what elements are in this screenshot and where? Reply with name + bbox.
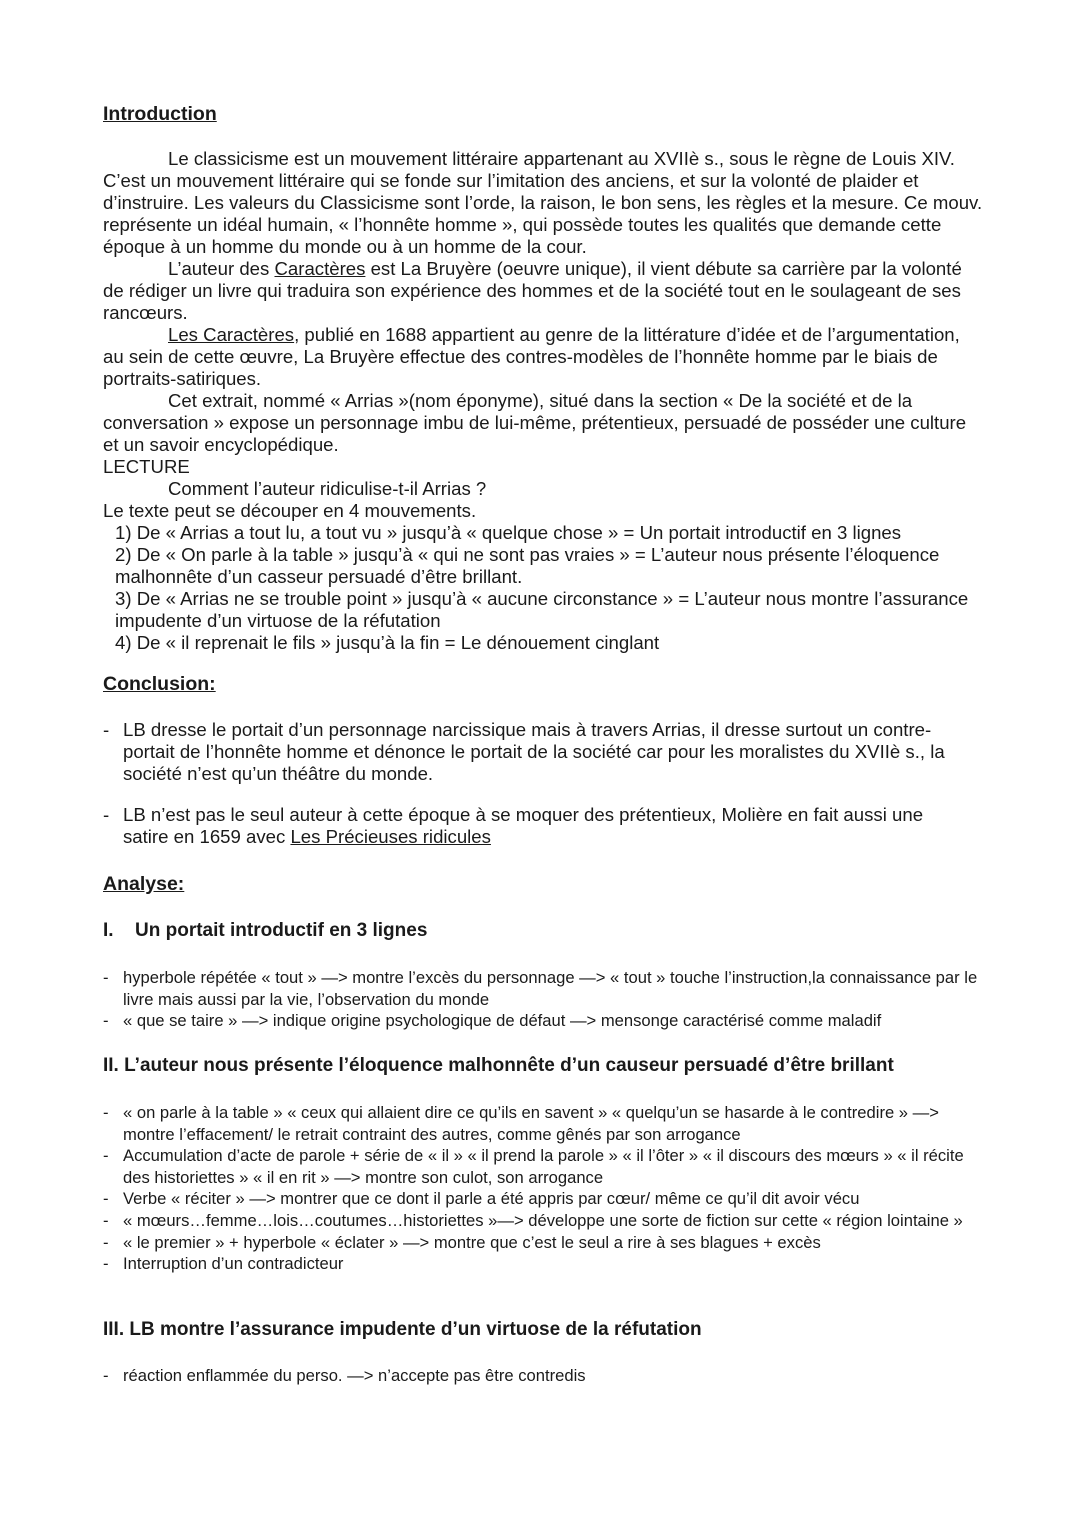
section-2-item: - « mœurs…femme…lois…coutumes…historiettes »—> développe une sorte de fiction sur cette « région lointaine »	[103, 1210, 983, 1232]
intro-paragraph-3	[103, 324, 983, 390]
section-2-item: - « on parle à la table » « ceux qui allaient dire ce qu’ils en savent » « quelqu’un se hasarde à le contredire » —> montre l’effacement/ le retrait contraint des autres, comme gênés par son arrogance	[103, 1102, 983, 1145]
section-2-item: - « le premier » + hyperbole « éclater » —> montre que c’est le seul a rire à ses blagues + excès	[103, 1232, 983, 1254]
conclusion-item-2	[103, 804, 973, 848]
intro-p3-text: , publié en 1688 appartient au genre de la littérature d’idée et de l’argumentation, au sein de cette œuvre, La Bruyère effectue des contres-modèles de l’honnête homme par le biais de portraits-satiriques.	[103, 324, 960, 389]
intro-paragraph-2	[103, 258, 983, 324]
book-title-caracteres: Caractères	[274, 258, 366, 279]
section-1-title-text: Un portait introductif en 3 lignes	[135, 920, 428, 941]
section-2-item: - Verbe « réciter » —> montrer que ce dont il parle a été appris par cœur/ même ce qu’il dit avoir vécu	[103, 1188, 983, 1210]
intro-p2-text-a: L’auteur des	[168, 258, 275, 279]
mouvement-2: 2) De « On parle à la table » jusqu’à « qui ne sont pas vraies » = L’auteur nous présente l’éloquence malhonnête d’un casseur persuadé d’être brillant.	[115, 544, 940, 587]
lecture-label: LECTURE	[103, 456, 190, 477]
section-2-item: - Interruption d’un contradicteur	[103, 1253, 983, 1275]
conclusion-item-2-text: LB n’est pas le seul auteur à cette époque à se moquer des prétentieux, Molière en fait aussi une satire en 1659 avec	[123, 804, 924, 847]
intro-paragraph-4: Cet extrait, nommé « Arrias »(nom éponyme), situé dans la section « De la société et de la conversation » expose un personnage imbu de lui-même, prétentieux, persuadé de posséder une culture et un savoir encyclopédique.	[103, 390, 967, 455]
section-2-list	[103, 1102, 983, 1275]
section-2-title: II. L’auteur nous présente l’éloquence malhonnête d’un causeur persuadé d’être brillant	[103, 1055, 894, 1076]
section-1-list	[103, 967, 983, 1032]
introduction-body	[103, 148, 983, 654]
section-3-title: III. LB montre l’assurance impudente d’un virtuose de la réfutation	[103, 1319, 702, 1340]
section-1-number: I.	[103, 920, 114, 941]
section-1-item: - hyperbole répétée « tout » —> montre l’excès du personnage —> « tout » touche l’instruction,la connaissance par le livre mais aussi par la vie, l’observation du monde	[103, 967, 983, 1010]
conclusion-heading: Conclusion:	[103, 673, 216, 695]
intro-paragraph-1: Le classicisme est un mouvement littéraire appartenant au XVIIè s., sous le règne de Louis XIV. C’est un mouvement littéraire qui se fonde sur l’imitation des anciens, et sur la volonté de plaider et d’instruire. Les valeurs du Classicisme sont l’orde, la raison, le bon sens, les règles et la mesure. Ce mouv. représente un idéal humain, « l’honnête homme », qui possède toutes les qualités que demande cette époque à un homme du monde ou à un homme de la cour.	[103, 148, 983, 257]
book-title-les-caracteres: Les Caractères	[168, 324, 295, 345]
book-title-precieuses: Les Précieuses ridicules	[290, 826, 491, 847]
mouvement-4: 4) De « il reprenait le fils » jusqu’à la fin = Le dénouement cinglant	[115, 632, 660, 653]
intro-p2-text-b: est La Bruyère (oeuvre unique), il vient débute sa carrière par la volonté de rédiger un livre qui traduira son expérience des hommes et de la société tout en le soulageant de ses rancœurs.	[103, 258, 962, 323]
conclusion-list	[103, 719, 973, 867]
introduction-heading: Introduction	[103, 103, 217, 125]
problematique: Comment l’auteur ridiculise-t-il Arrias ?	[168, 478, 487, 499]
analyse-heading: Analyse:	[103, 873, 185, 895]
mouvement-3: 3) De « Arrias ne se trouble point » jusqu’à « aucune circonstance » = L’auteur nous montre l’assurance impudente d’un virtuose de la réfutation	[115, 588, 969, 631]
conclusion-item-1: - LB dresse le portait d’un personnage narcissique mais à travers Arrias, il dresse surtout un contre-portait de l’honnête homme et dénonce le portait de la société car pour les moralistes du XVIIè s., la société n’est qu’un théâtre du monde.	[103, 719, 973, 785]
section-1-title	[103, 920, 427, 942]
mouvement-1: 1) De « Arrias a tout lu, a tout vu » jusqu’à « quelque chose » = Un portait introductif en 3 lignes	[115, 522, 902, 543]
section-1-item: - « que se taire » —> indique origine psychologique de défaut —> mensonge caractérisé comme maladif	[103, 1010, 983, 1032]
section-3-item: - réaction enflammée du perso. —> n’accepte pas être contredis	[103, 1365, 983, 1387]
decoupage-text: Le texte peut se découper en 4 mouvements.	[103, 500, 477, 521]
section-3-list	[103, 1365, 983, 1387]
section-2-item: - Accumulation d’acte de parole + série de « il » « il prend la parole » « il l’ôter » « il discours des mœurs » « il récite des historiettes » « il en rit » —> montre son culot, son arrogance	[103, 1145, 983, 1188]
